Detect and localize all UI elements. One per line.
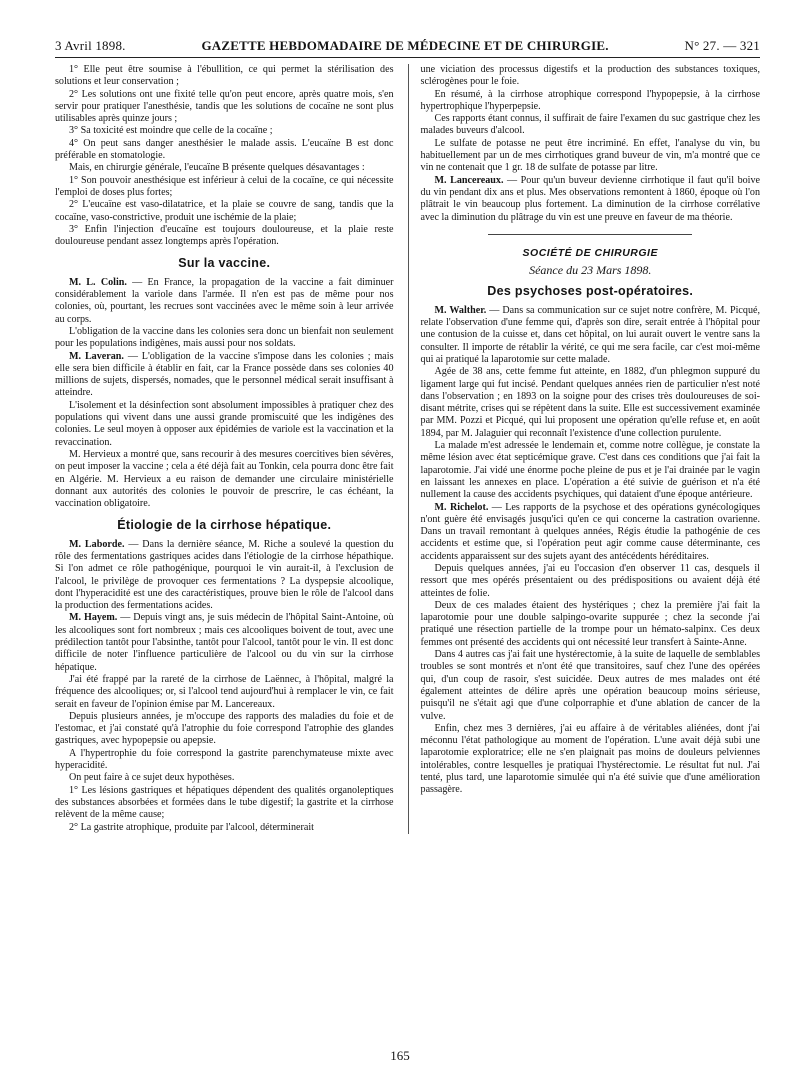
right-column <box>408 64 760 834</box>
speaker-paragraph <box>55 612 394 673</box>
paragraph: Ces rapports étant connus, il suffirait de faire l'examen du suc gastrique chez les malades buveurs d'alcool. <box>420 113 760 137</box>
paragraph: Agée de 38 ans, cette femme fut atteinte, en 1882, d'un phlegmon suppuré du ligament large qui fut incisé. Pendant quelques années rien de particulier n'est noté dans l'observation ; en 1893 on la soigne pour des crises très douloureuses de soi-disant métrite, crises qui se répètent dans la suite. Elle est successivement examinée par MM. Pozzi et Picqué, qui lui proposent une opération qu'elle refuse et, en août 1894, par M. Jalaguier qui reconnaît l'existence d'une collection purulente. <box>420 366 760 439</box>
section-heading-psychoses: Des psychoses post-opératoires. <box>487 284 694 299</box>
paragraph: L'isolement et la désinfection sont absolument impossibles à pratiquer chez des populations qui vivent dans une aussi grande promiscuité que les indigènes des colonies. Le seul moyen à opposer aux épidémies de variole est la vaccination et la revaccination. <box>55 399 394 448</box>
speaker-name: M. Richelot. <box>434 501 489 513</box>
speaker-text: — L'obligation de la vaccine s'impose dans les colonies ; mais elle sera bien difficile à établir en fait, car la France possède dans ses colonies 40 millions de sujets, dispersés, nomades, que le personnel médical serait insuffisant à atteindre. <box>55 350 394 399</box>
paragraph: 2° La gastrite atrophique, produite par l'alcool, déterminerait <box>69 821 314 833</box>
paragraph: La malade m'est adressée le lendemain et, comme notre collègue, je constate la même lésion avec état septicémique grave. C'est dans ces conditions que j'ai fait la laparotomie. J'ai vidé une énorme poche pleine de pus et je l'ai drainée par le vagin en laissant les annexes en place. L'opération a été suivie de guérison et n'a été nullement la cause des accidents psychiques, qui dataient d'une époque antérieure. <box>420 440 760 501</box>
text-columns <box>55 64 760 834</box>
paragraph: Depuis quelques années, j'ai eu l'occasion d'en observer 11 cas, desquels il ressort que mes opérés présentaient ou des prédispositions ou avaient déjà été atteintes de folie. <box>420 562 760 599</box>
paragraph: Deux de ces malades étaient des hystériques ; chez la première j'ai fait la laparotomie pour une double salpingo-ovarite suppurée ; chez la seconde j'ai pratiqué une résection partielle de la trompe pour un hémato-salpinx. Ces deux femmes ont présenté des accidents qui ont nécessité leur transfert à Sainte-Anne. <box>420 599 760 648</box>
paragraph: 1° Son pouvoir anesthésique est inférieur à celui de la cocaïne, ce qui nécessite l'emploi de doses plus fortes; <box>55 174 394 198</box>
speaker-name: M. Hayem. <box>69 612 118 624</box>
paragraph: une viciation des processus digestifs et la production des substances toxiques, sclérogènes pour le foie. <box>420 64 760 88</box>
speaker-paragraph <box>55 539 394 613</box>
speaker-paragraph <box>421 305 760 366</box>
page-number: 165 <box>390 1048 410 1063</box>
paragraph: On peut faire à ce sujet deux hypothèses. <box>69 772 235 784</box>
paragraph: Depuis plusieurs années, je m'occupe des rapports des maladies du foie et de l'estomac, et j'ai constaté qu'à l'atrophie du foie correspond l'atrophie des glandes gastriques, avec hypopepsie ou apepsie. <box>55 710 394 747</box>
issue-page-ref: N° 27. — 321 <box>684 38 760 53</box>
paragraph: Enfin, chez mes 3 dernières, j'ai eu affaire à de véritables aliénées, dont j'ai méconnu l'état pathologique au moment de l'opération. L'une avait déjà subi une laparotomie exploratrice; elle ne s'en plaignait pas moins de douleurs pelviennes intolérables, contre lesquelles je pratiquai l'hystérectomie. Le résultat fut nul. J'ai tenté, plus tard, une laparotomie simulée qui n'a été suivie que d'une amélioration passagère. <box>420 722 760 796</box>
paragraph: 2° Les solutions ont une fixité telle qu'on peut encore, après quatre mois, s'en servir pour pratiquer l'anesthésie, tandis que les solutions de cocaïne ne sont plus utilisables après quinze jours ; <box>55 88 394 125</box>
speaker-text: — Pour qu'un buveur devienne cirrhotique il faut qu'il boive du vin pendant dix ans et plus. Mes observations remontent à 1860, époque où l'on plâtrait le vin beaucoup plus fortement. La diminution de la cirrhose corrélative avec la diminution du plâtrage du vin est une preuve en faveur de ma théorie. <box>420 174 760 223</box>
paragraph: Le sulfate de potasse ne peut être incriminé. En effet, l'analyse du vin, bu habituellement par un de mes cirrhotiques grand buveur de vin, m'a montré que ce vin ne contenait que 1 gr. 18 de sulfate de potasse par litre. <box>420 137 760 174</box>
speaker-text: — Les rapports de la psychose et des opérations gynécologiques n'ont guère été envisagés jusqu'ici qu'en ce qui concerne la castration ovarienne. Dans un travail remontant à quelques années, Régis étudie la pathogénie de ces accidents et estime que, si l'opération peut agir comme cause déterminante, ces accidents apparaissent sur des sujets ayant des antécédents héréditaires. <box>420 501 760 562</box>
paragraph: 1° Elle peut être soumise à l'ébullition, ce qui permet la stérilisation des solutions et leur conservation ; <box>55 64 394 88</box>
speaker-text: — Depuis vingt ans, je suis médecin de l'hôpital Saint-Antoine, où les alcooliques sont fort nombreux ; mais ces alcooliques boivent de tout, avec une prédilection tantôt pour l'absinthe, tantôt pour l'alcool, tantôt pour le vin. Il est donc difficile de noter l'influence particulière de l'alcool ou du vin sur la cirrhose hépatique. <box>55 612 394 673</box>
paragraph: J'ai été frappé par la rareté de la cirrhose de Laënnec, à l'hôpital, malgré la fréquence des alcooliques; or, si l'alcool tend aujourd'hui à remplacer le vin, ce fait serait en faveur de l'opinion émise par M. Lancereaux. <box>55 673 394 710</box>
paragraph: En résumé, à la cirrhose atrophique correspond l'hypopepsie, à la cirrhose hypertrophique l'hyperpepsie. <box>420 88 760 112</box>
speaker-name: M. L. Colin. <box>69 276 127 288</box>
issue-date: 3 Avril 1898. <box>55 38 126 53</box>
paragraph: M. Hervieux a montré que, sans recourir à des mesures coercitives bien sévères, on peut imposer la vaccine ; cela a été déjà fait au Tonkin, cela pourra donc être fait en Algérie. M. Hervieux a eu raison de demander une circulaire ministérielle donnant aux autorités des colonies le pouvoir de prescrire, le cas échéant, la vaccination obligatoire. <box>55 448 394 510</box>
speaker-name: M. Walther. <box>434 304 487 316</box>
section-divider <box>488 234 692 235</box>
running-header <box>55 38 760 58</box>
speaker-name: M. Laveran. <box>69 350 124 362</box>
speaker-paragraph <box>421 175 760 224</box>
paragraph: 3° Sa toxicité est moindre que celle de la cocaïne ; <box>69 125 273 137</box>
speaker-name: M. Lancereaux. <box>434 174 504 186</box>
paragraph: A l'hypertrophie du foie correspond la gastrite parenchymateuse mixte avec hyperacidité. <box>55 747 394 772</box>
paragraph: L'obligation de la vaccine dans les colonies sera donc un bienfait non seulement pour les populations indigènes, mais aussi pour nos soldats. <box>55 325 394 350</box>
speaker-name: M. Laborde. <box>69 538 125 550</box>
society-heading: SOCIÉTÉ DE CHIRURGIE <box>522 246 658 259</box>
section-heading-cirrhose: Étiologie de la cirrhose hépatique. <box>117 518 332 533</box>
speaker-text: — En France, la propagation de la vaccine a fait diminuer considérablement la variole dans l'armée. Il n'en est pas de même pour nos colonies, où, pourtant, les recrues sont vaccinées avec le même soin à leur arrivée au corps. <box>55 276 394 325</box>
section-heading-vaccine: Sur la vaccine. <box>178 256 271 271</box>
paragraph: 4° On peut sans danger anesthésier le malade assis. L'eucaïne B est donc préférable en stomatologie. <box>55 137 394 162</box>
journal-title: GAZETTE HEBDOMADAIRE DE MÉDECINE ET DE CHIRURGIE. <box>201 38 609 53</box>
paragraph: Mais, en chirurgie générale, l'eucaïne B présente quelques désavantages : <box>69 162 365 174</box>
paragraph: Dans 4 autres cas j'ai fait une hystérectomie, à la suite de laquelle de semblables troubles se sont montrés et n'ont été que transitoires, sauf chez l'une des opérées qui, d'un coup de rasoir, s'est suicidée. Deux autres de mes malades ont été également atteintes de délire après une opération beaucoup moins sérieuse, puisqu'il ne s'était agi que d'une colporraphie et d'une ablation de cancer de la vulve. <box>420 649 760 722</box>
left-column <box>55 64 394 834</box>
speaker-text: — Dans la dernière séance, M. Riche a soulevé la question du rôle des fermentations gastriques acides dans l'étiologie de la cirrhose hépathique. Si l'on admet ce rôle pathogénique, pourquoi le vin aurait-il, à l'exclusion de l'alcool, le privilège de provoquer ces fermentations ? La dyspepsie alcoolique, dont l'hyperacidité est une des caractéristiques, prouve bien le rôle de l'alcool dans la production des fermentations acides. <box>55 538 394 612</box>
session-date: Séance du 23 Mars 1898. <box>529 263 652 278</box>
speaker-paragraph <box>55 351 394 400</box>
speaker-paragraph <box>421 502 760 563</box>
paragraph: 3° Enfin l'injection d'eucaïne est toujours douloureuse, et la plaie reste douloureuse pendant assez longtemps après l'opération. <box>55 223 394 248</box>
speaker-text: — Dans sa communication sur ce sujet notre confrère, M. Picqué, relate l'observation d'une femme qui, d'après son dire, serait entrée à l'hôpital pour une contusion de la cuisse et, dans cet hôpital, on lui aurait ouvert le ventre sans la consulter. Il importe de rétablir la vérité, ce qui me sera facile, car c'est moi-même qui ai pratiqué la laparotomie sur cette malade. <box>420 304 760 365</box>
speaker-paragraph <box>55 277 394 326</box>
paragraph: 1° Les lésions gastriques et hépatiques dépendent des qualités organoleptiques des substances absorbées et formées dans le tube digestif; la gastrite et la cirrhose relèvent de la même cause; <box>55 784 394 821</box>
paragraph: 2° L'eucaïne est vaso-dilatatrice, et la plaie se couvre de sang, tandis que la cocaïne, vaso-constrictive, produit une ischémie de la plaie; <box>55 199 394 223</box>
